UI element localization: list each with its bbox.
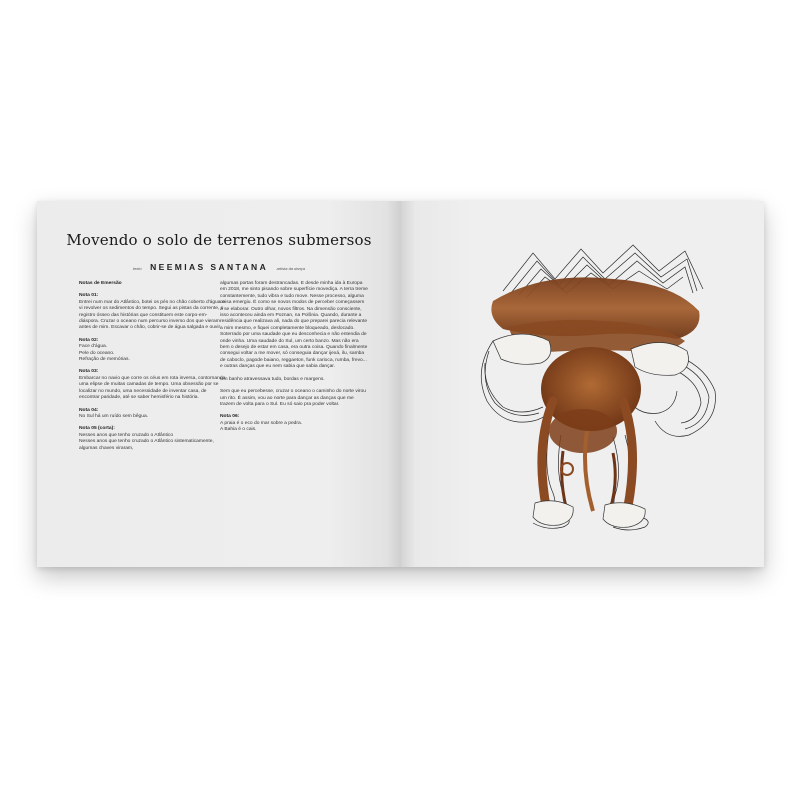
note-heading: Nota 04: — [79, 407, 99, 413]
note-text: Nesses anos que tenho cruzado o Atlântico Nesses anos que tenho cruzado o Atlântico sistematicamente, algumas chaves viraram, — [79, 432, 214, 451]
note-heading: Nota 03: — [79, 369, 99, 375]
note-heading: Nota 02: — [79, 337, 99, 343]
right-page — [401, 201, 764, 567]
byline-author: NEEMIAS SANTANA — [150, 262, 269, 272]
note-heading: Nota 06: — [220, 414, 240, 420]
note-text: Entrei num mar do Atlântico, botei os pés no chão coberto d'água e vi revolver os sedimentos do tempo. Segui as pistas da corrente, o registro ósseo das histórias que constituem este corpo-em-diáspora. Cruzar o oceano num percurso inverso dos que vieram antes de mim. Escavar o chão, cobrir-se de água salgada e ouvir. — [79, 299, 225, 331]
note-text: Face d'água. Pele do oceano. Refração de memórias. — [79, 344, 130, 363]
byline-prefix: texto — [132, 266, 142, 271]
text-column-left — [79, 281, 227, 458]
note-text: Embarcar no navio que corre os céus em rota inversa, contornando uma elipse de muitas camadas de tempo. Uma obsessão por se localizar no mundo, uma necessidade de inventar casa, de encontrar paridade, até se saber hemisfério na história. — [79, 375, 226, 401]
paragraph: algumas portas foram destrancadas. E desde minha ida à Europa em 2018, me sinto pisando sobre superfície movediça. A terra treme constantemente, tudo vibra e tudo move. Nesse processo, alguma coisa emergiu. É como se novos modos de perceber começassem a se elaborar. Outro olhar, novos filtros. Na dimensão consciente, isso aconteceu ainda em Poznan, na Polônia. Quando, durante a residência que realizava ali, nada do que preparei parecia relevante a mim mesmo, e fiquei completamente bloqueado, deslocado. Soterrado por uma saudade que eu desconhecia e não entendia de onde vinha. Uma saudade do Sul, um certo banzo. Mas não era bem o desejo de estar em casa, era outra coisa. Quando finalmente consegui voltar a me mover, só conseguia dançar ijexá, ilu, samba de caboclo, pagode baiano, reggaeton, funk carioca, rumba, frevo... e outras danças que eu nem sabia que sabia dançar. — [220, 281, 368, 370]
note-heading: Nota 05 (corta): — [79, 426, 115, 432]
note-heading: Nota 01: — [79, 293, 99, 299]
note-text: No Sul há um ruído sem bêgua. — [79, 413, 149, 419]
article-title: Movendo o solo de terrenos submersos — [66, 231, 372, 249]
painted-figure — [491, 277, 699, 521]
left-page — [37, 201, 401, 567]
paragraph: Sem que eu percebesse, cruzar o oceano o caminho do norte virou um rito. É assim, vou ao norte para dançar as danças que me trazem de volta para o Sul. Eu só saio pra poder voltar. — [220, 389, 366, 407]
dancer-illustration — [463, 231, 723, 541]
paragraph: Um banho atravessava tudo, bordas e margens. — [220, 376, 325, 382]
book-spread — [37, 201, 764, 567]
note-text: A praia é o eco do mar sobre a pedra. A Bahia é o cais. — [220, 420, 303, 433]
byline-role: artista da dança — [276, 266, 306, 271]
text-column-right — [220, 281, 368, 440]
section-heading: Notas de Emersão — [79, 281, 122, 286]
byline — [37, 257, 401, 275]
